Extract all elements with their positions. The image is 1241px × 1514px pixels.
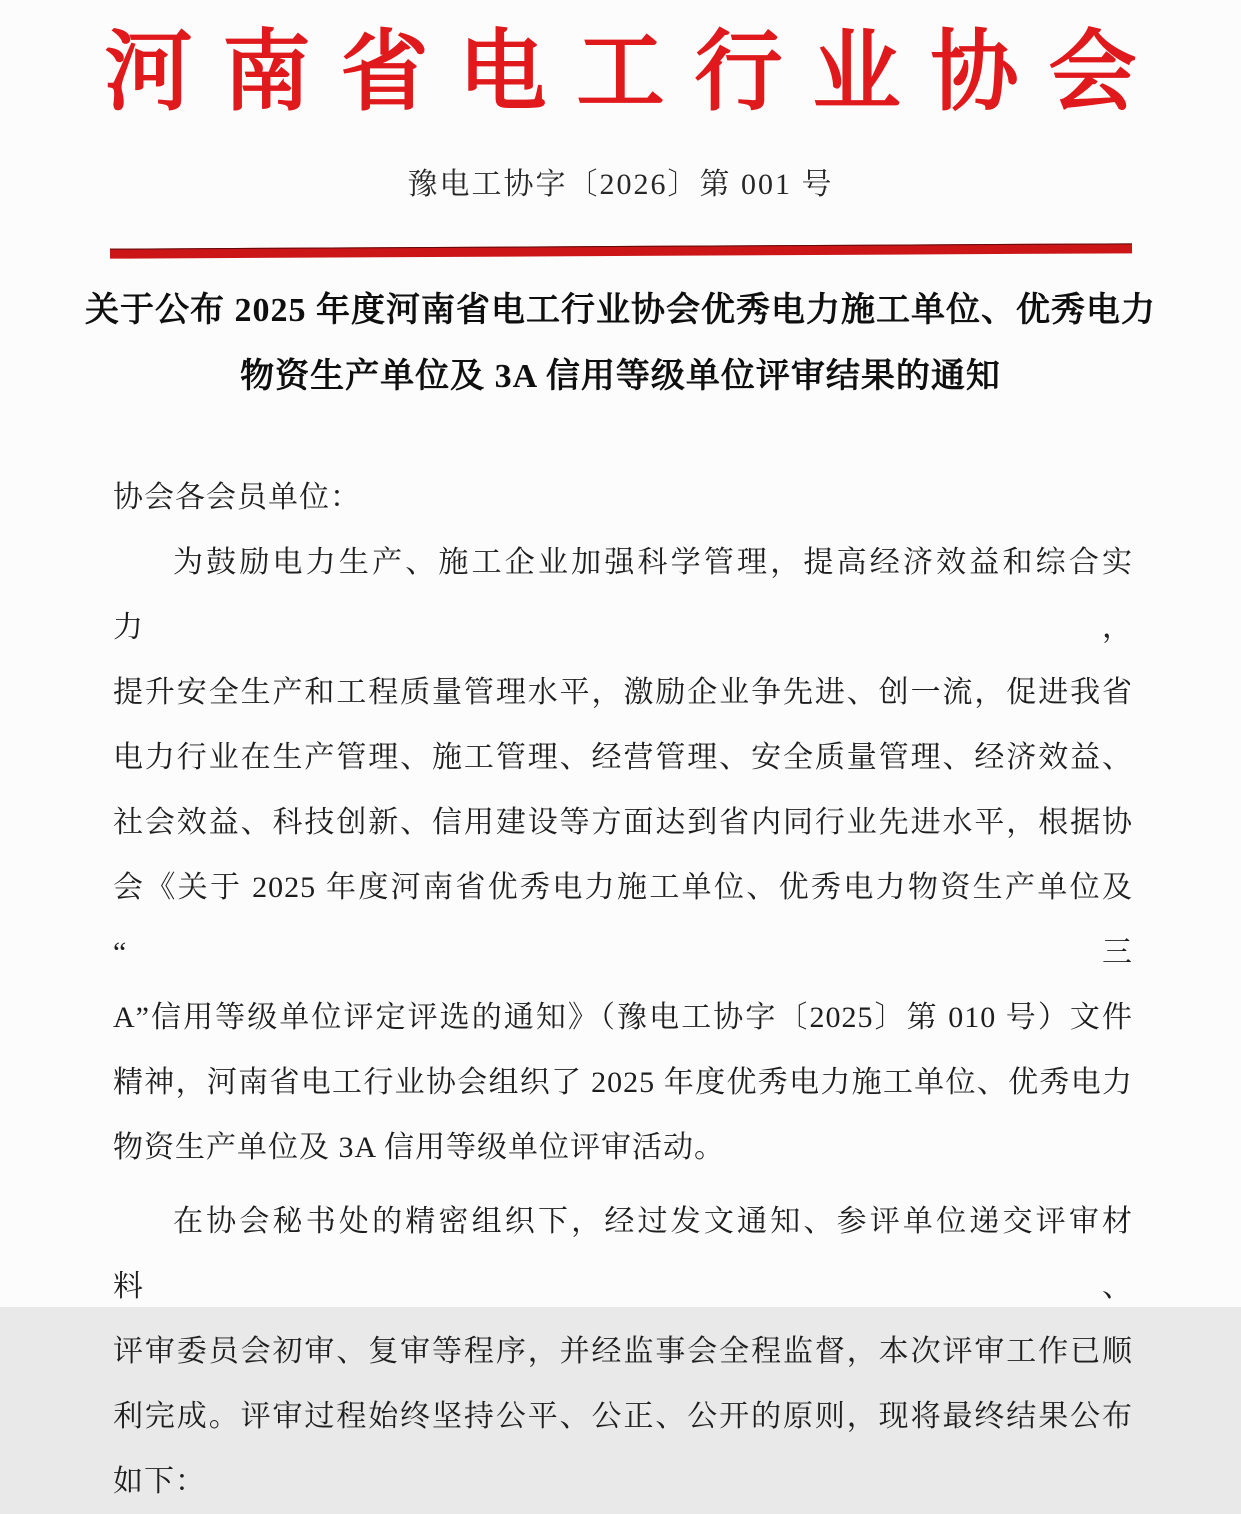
org-name-header [0, 0, 1241, 122]
notice-title-line1: 关于公布 2025 年度河南省电工行业协会优秀电力施工单位、优秀电力 [85, 292, 1156, 329]
notice-title-line2: 物资生产单位及 3A 信用等级单位评审结果的通知 [240, 358, 1001, 395]
body-line: 协会各会员单位： [113, 481, 361, 514]
body-line: 社会效益、科技创新、信用建设等方面达到省内同行业先进水平，根据协 [113, 806, 1133, 839]
body-text [113, 465, 1133, 1514]
body-line: 利完成。评审过程始终坚持公平、公正、公开的原则，现将最终结果公布 [113, 1400, 1133, 1433]
body-line: 在协会秘书处的精密组织下，经过发文通知、参评单位递交评审材料、 [113, 1205, 1133, 1303]
body-line: 评审委员会初审、复审等程序，并经监事会全程监督，本次评审工作已顺 [113, 1335, 1133, 1368]
body-line: 为鼓励电力生产、施工企业加强科学管理，提高经济效益和综合实力， [113, 546, 1133, 644]
notice-title [56, 278, 1185, 410]
body-line: 物资生产单位及 3A 信用等级单位评审活动。 [113, 1131, 726, 1164]
body-line: A”信用等级单位评定评选的通知》（豫电工协字〔2025〕第 010 号）文件 [113, 1001, 1133, 1034]
body-line: 提升安全生产和工程质量管理水平，激励企业争先进、创一流，促进我省 [113, 676, 1133, 709]
red-divider-line [109, 243, 1131, 258]
doc-number: 豫电工协字〔2026〕第 001 号 [407, 168, 834, 201]
org-name-text: 河南省电工行业协会 [104, 25, 1167, 122]
body-line: 会《关于 2025 年度河南省优秀电力施工单位、优秀电力物资生产单位及“三 [113, 871, 1133, 969]
body-line: 电力行业在生产管理、施工管理、经营管理、安全质量管理、经济效益、 [113, 741, 1133, 774]
body-line: 如下： [113, 1465, 206, 1498]
body-line: 精神，河南省电工行业协会组织了 2025 年度优秀电力施工单位、优秀电力 [113, 1066, 1133, 1099]
